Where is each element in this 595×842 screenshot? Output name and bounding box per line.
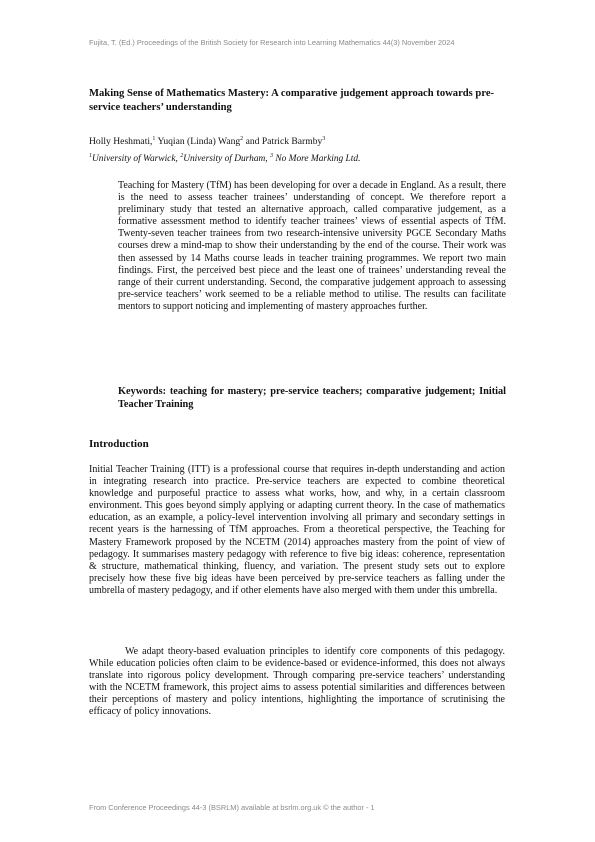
body-paragraph: Initial Teacher Training (ITT) is a professional course that requires in-depth understanding and action in integrating research into practice. Pre-service teachers are expected to combine theoretical knowledge and purposeful practice to assess what works, how, and why, in a certain classroom environment. This goes beyond simply applying or adapting current theory. In the case of mathematics education, as an example, a policy-level intervention involving all primary and secondary settings in recent years is the harnessing of TfM approaches. From a theoretical perspective, the Teaching for Mastery Framework proposed by the NCETM (2014) approaches mastery from the point of view of pedagogy. It summarises mastery pedagogy with reference to five big ideas: coherence, representation & structure, mathematical thinking, fluency, and variation. The present study sets out to explore precisely how these five big ideas have been perceived by pre-service teachers as falling under the umbrella of mastery pedagogy, and if other elements have also merged with them under this umbrella.: [89, 464, 505, 596]
keywords: Keywords: teaching for mastery; pre-service teachers; comparative judgement; Initial Teacher Training: [118, 386, 506, 410]
affiliation-superscript: 1: [89, 152, 92, 159]
author-superscript: 3: [322, 135, 326, 142]
author-name: Holly Heshmati,: [89, 136, 153, 147]
paper-title: Making Sense of Mathematics Mastery: A comparative judgement approach towards pre-service teachers’ understanding: [89, 88, 495, 113]
affiliation-list: [89, 154, 360, 164]
affiliation-name: No More Marking Ltd.: [273, 154, 361, 164]
running-header: Fujita, T. (Ed.) Proceedings of the British Society for Research into Learning Mathematics 44(3) November 2024: [89, 38, 455, 47]
page-footer: From Conference Proceedings 44-3 (BSRLM) available at bsrlm.org.uk © the author - 1: [89, 803, 375, 812]
author-superscript: 2: [240, 135, 244, 142]
affiliation-name: University of Warwick,: [92, 154, 181, 164]
abstract: Teaching for Mastery (TfM) has been developing for over a decade in England. As a result, there is the need to assess teacher trainees’ understanding of concept. We therefore report a preliminary study that tested an alternative approach, called comparative judgement, as a formative assessment method to identify teacher trainees’ views of essential aspects of TfM. Twenty-seven teacher trainees from two research-intensive university PGCE Secondary Maths courses drew a mind-map to show their understanding by the end of the course. Their work was then assessed by 14 Maths course leads in teacher training programmes. We report two main findings. First, the perceived best piece and the least one of trainees’ understanding reveal the range of their current understanding. Second, the comparative judgement approach to assessing pre-service teachers’ work seemed to be a reliable method to utilise. The results can facilitate mentors to support noticing and implementing of mastery approaches further.: [118, 180, 506, 312]
author-name: and Patrick Barmby: [243, 136, 323, 147]
affiliation-name: University of Durham,: [183, 154, 270, 164]
author-superscript: 1: [152, 135, 156, 142]
author-list: [89, 136, 325, 147]
author-name: Yuqian (Linda) Wang: [155, 136, 241, 147]
affiliation-superscript: 3: [270, 152, 273, 159]
affiliation-superscript: 2: [180, 152, 184, 159]
body-paragraph: We adapt theory-based evaluation principles to identify core components of this pedagogy. While education policies often claim to be evidence-based or evidence-informed, this does not always translate into rigorous policy development. Through comparing pre-service teachers’ understanding with the NCETM framework, this project aims to assess potential similarities and differences between their perceptions of mastery and policy intentions, highlighting the importance of scrutinising the efficacy of policy innovations.: [89, 646, 505, 718]
section-heading-introduction: Introduction: [89, 438, 149, 450]
